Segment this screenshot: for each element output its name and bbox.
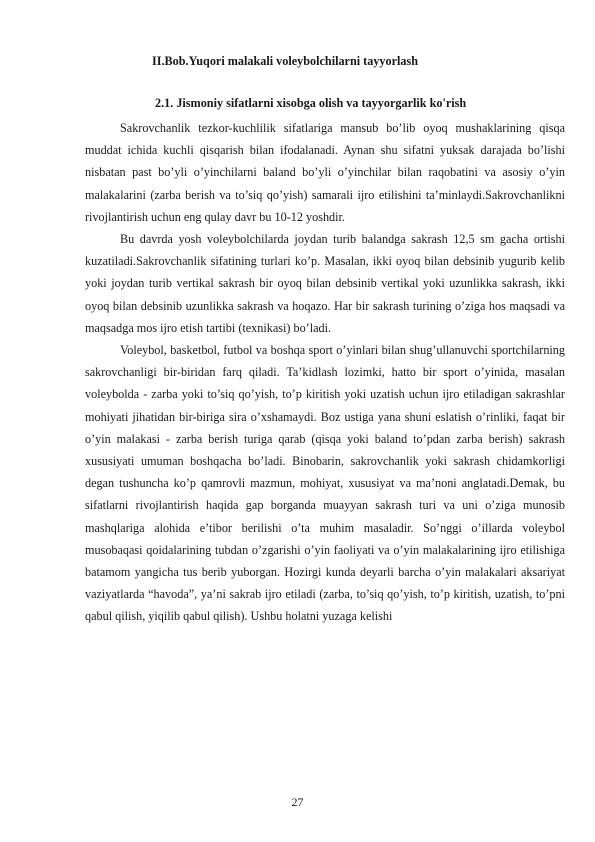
body-text (85, 117, 565, 628)
paragraph-3: Voleybol, basketbol, futbol va boshqa sport o’yinlari bilan shug’ullanuvchi sportchilarning sakrovchanligi bir-biridan farq qiladi. Ta’kidlash lozimki, hatto bir sport o’yinida, masalan voleybolda - zarba yoki to’siq qo’yish, to’p kiritish yoki uzatish uchun ijro etiladigan sakrashlar mohiyati jihatidan bir-biriga sira o’xshamaydi. Boz ustiga yana shuni eslatish o’rinliki, faqat bir o’yin malakasi - zarba berish turiga qarab (qisqa yoki baland to’pdan zarba berish) sakrash xususiyati umuman boshqacha bo’ladi. Binobarin, sakrovchanlik yoki sakrash chidamkorligi degan tushuncha ko’p qamrovli mazmun, mohiyat, xususiyat va ma’noni anglatadi.Demak, bu sifatlarni rivojlantirish haqida gap borganda muayyan sakrash turi va uni o’ziga munosib mashqlariga alohida e’tibor berilishi o’ta muhim masaladir. So’nggi o’illarda voleybol musobaqasi qoidalarining tubdan o’zgarishi o’yin faoliyati va o’yin malakalarining ijro etilishiga batamom yangicha tus berib yuborgan. Hozirgi kunda deyarli barcha o’yin malakalari aksariyat vaziyatlarda “havoda”, ya’ni sakrab ijro etiladi (zarba, to’siq qo’yish, to’p kiritish, uzatish, to’pni qabul qilish, yiqilib qabul qilish). Ushbu holatni yuzaga kelishi (85, 343, 565, 624)
chapter-title: II.Bob.Yuqori malakali voleybolchilarni tayyorlash (152, 54, 419, 68)
paragraph-1: Sakrovchanlik tezkor-kuchlilik sifatlariga mansub bo’lib oyoq mushaklarining qisqa muddat ichida kuchli qisqarish bilan ifodalanadi. Aynan shu sifatni yuksak darajada bo’lishi nisbatan past bo’yli o’yinchilarni baland bo’yli o’yinchilar bilan raqobatini va asosiy o’yin malakalarini (zarba berish va to’siq qo’yish) samarali ijro etilishini ta’minlaydi.Sakrovchanlikni rivojlantirish uchun eng qulay davr bu 10-12 yoshdir. (85, 121, 565, 224)
section-title: 2.1. Jismoniy sifatlarni xisobga olish va tayyorgarlik ko'rish (155, 96, 467, 110)
paragraph-2: Bu davrda yosh voleybolchilarda joydan turib balandga sakrash 12,5 sm gacha ortishi kuzatiladi.Sakrovchanlik sifatining turlari ko’p. Masalan, ikki oyoq bilan debsinib yugurib kelib yoki joydan turib vertikal sakrash bir oyoq bilan debsinib vertikal yoki uzunlikka sakrash, ikki oyoq bilan debsinib uzunlikka sakrash va hoqazo. Har bir sakrash turining o’ziga hos maqsadi va maqsadga mos ijro etish tartibi (texnikasi) bo’ladi. (85, 232, 565, 335)
page-number: 27 (291, 795, 304, 809)
